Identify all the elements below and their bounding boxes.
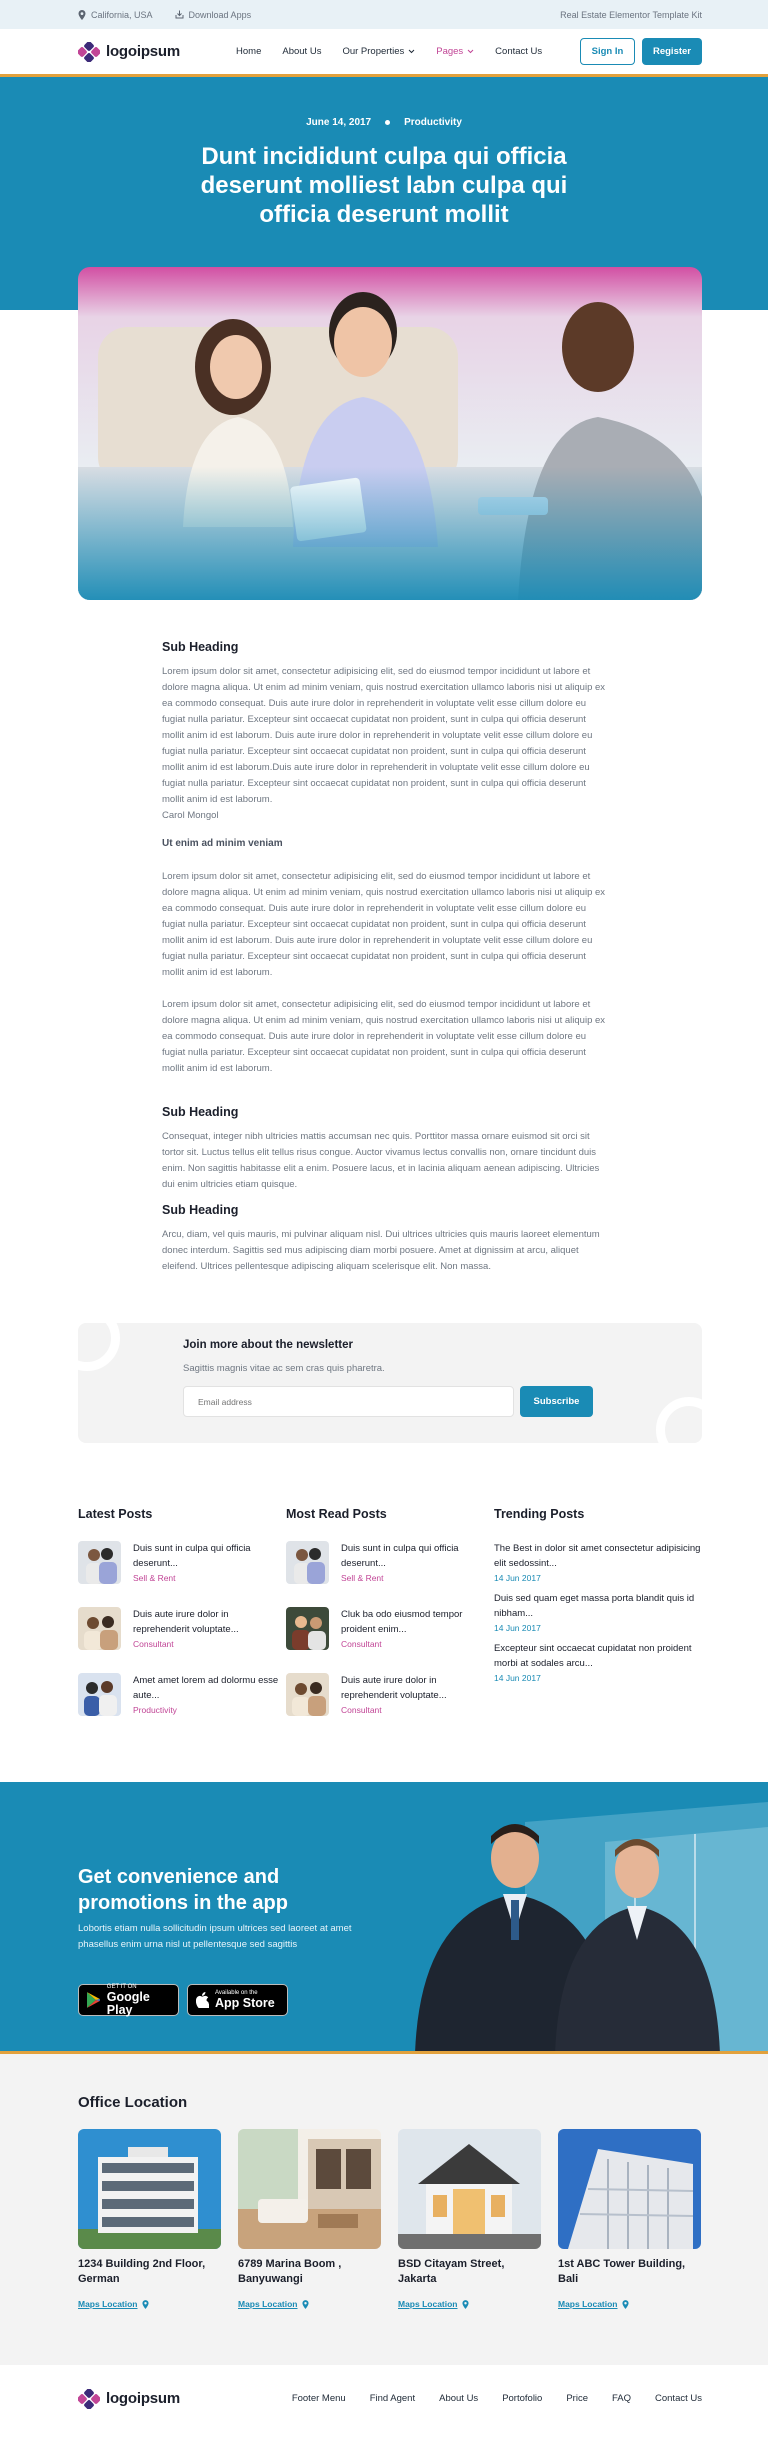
location-pin-icon (78, 10, 86, 20)
footer-faq-link[interactable]: FAQ (611, 2393, 631, 2404)
newsletter-subtitle: Sagittis magnis vitae ac sem cras quis pharetra. (183, 1363, 385, 1374)
list-item[interactable] (78, 1541, 286, 1607)
office-name: 1st ABC Tower Building, Bali (558, 2258, 686, 2285)
list-item[interactable] (286, 1541, 494, 1607)
list-item[interactable] (494, 1641, 702, 1691)
main-nav (236, 46, 542, 57)
post-title: The Best in dolor sit amet consectetur adipisicing elit sedossint... (494, 1543, 701, 1569)
post-category[interactable]: Productivity (404, 117, 462, 128)
article-paragraph-1: Lorem ipsum dolor sit amet, consectetur adipisicing elit, sed do eiusmod tempor incididunt ut labore et dolore magna aliqua. Ut enim ad minim veniam, quis nostrud exercitation ullamco laboris nisi ut aliquip ex ea commodo consequat. Duis aute irure dolor in reprehenderit in voluptate velit esse cillum dolore eu fugiat nulla pariatur. Excepteur sint occaecat cupidatat non proident, sunt in culpa qui officia deserunt mollit anim id est laborum. Duis aute irure dolor in reprehenderit in voluptate velit esse cillum dolore eu fugiat nulla pariatur. Excepteur sint occaecat cupidatat non proident, sunt in culpa qui officia deserunt mollit anim id est laborum.Duis aute irure dolor in reprehenderit in voluptate velit esse cillum dolore eu fugiat nulla pariatur. Excepteur sint occaecat cupidatat non proident, sunt in culpa qui officia deserunt mollit anim id est laborum. (162, 666, 606, 805)
download-apps-link[interactable] (175, 10, 252, 20)
post-thumbnail (286, 1541, 329, 1584)
latest-posts-column (78, 1507, 286, 1739)
download-icon (175, 10, 184, 19)
post-title: Excepteur sint occaecat cupidatat non proident morbi at sodales arcu... (494, 1643, 692, 1669)
article-subheading-2: Sub Heading (162, 1105, 239, 1119)
post-title: Duis sed quam eget massa porta blandit quis id nibham... (494, 1593, 695, 1619)
footer-about-us-link[interactable]: About Us (439, 2393, 479, 2404)
latest-posts-title: Latest Posts (78, 1507, 153, 1521)
template-kit-text: Real Estate Elementor Template Kit (560, 9, 702, 20)
footer-find-agent-link[interactable]: Find Agent (369, 2393, 416, 2404)
post-category: Productivity (133, 1705, 177, 1715)
nav-pages[interactable] (436, 46, 474, 57)
trending-posts-title: Trending Posts (494, 1507, 585, 1521)
chevron-down-icon (408, 49, 415, 54)
article-author: Carol Mongol (162, 810, 219, 821)
apple-icon (196, 1992, 209, 2008)
google-play-button[interactable] (78, 1984, 179, 2016)
footer-menu-link[interactable]: Footer Menu (291, 2393, 346, 2404)
list-item[interactable] (494, 1541, 702, 1591)
office-location-title: Office Location (78, 2094, 188, 2111)
location-pin-icon (462, 2300, 469, 2309)
office-location-section (0, 2054, 768, 2365)
post-thumbnail (78, 1541, 121, 1584)
location-text: California, USA (91, 9, 153, 20)
office-image (398, 2129, 541, 2249)
post-date: June 14, 2017 (306, 117, 372, 128)
nav-contact-us[interactable]: Contact Us (495, 46, 543, 57)
maps-location-text: Maps Location (398, 2299, 458, 2309)
chevron-down-icon (467, 49, 474, 54)
office-name: BSD Citayam Street, Jakarta (398, 2258, 505, 2285)
decor-circle (656, 1397, 702, 1443)
posts-section (78, 1507, 702, 1739)
app-store-big-text: App Store (215, 1996, 275, 2010)
trending-posts-column (494, 1507, 702, 1739)
app-store-small-text: Available on the (215, 1990, 258, 1996)
register-button[interactable]: Register (642, 38, 702, 65)
maps-location-link[interactable] (558, 2299, 701, 2309)
logo-icon (78, 2389, 100, 2409)
nav-our-properties[interactable] (342, 46, 415, 57)
post-category: Consultant (133, 1639, 174, 1649)
app-promo-text: Lobortis etiam nulla sollicitudin ipsum ultrices sed laoreet at amet phasellus enim urna nisl ut pellentesque sed sagittis (78, 1923, 352, 1950)
hero-image (78, 267, 702, 600)
download-apps-text: Download Apps (188, 9, 252, 20)
article-subheading-small: Ut enim ad minim veniam (162, 838, 283, 849)
meeting-photo-illustration (78, 267, 702, 600)
top-bar (0, 0, 768, 29)
post-title: Dunt incididunt culpa qui officia deserunt molliest labn culpa qui officia deserunt mollit (200, 143, 568, 228)
footer-logo[interactable] (78, 2389, 180, 2409)
maps-location-text: Maps Location (558, 2299, 618, 2309)
post-meta (0, 117, 768, 128)
app-promo-title: Get convenience and promotions in the app (78, 1866, 288, 1914)
logo-text: logoipsum (106, 43, 181, 60)
article-paragraph-4: Consequat, integer nibh ultricies mattis accumsan nec quis. Porttitor massa ornare euismod sit orci sit tortor sit. Luctus tellus elit tellus risus congue. Auctor vivamus lectus convallis non, ornare tincidunt duis enim. Non sagittis habitasse elit a enim. Posuere lacus, et in lacinia aliquam aenean adipiscing. Ultricies dui enim ultricies etiam quisque. (162, 1131, 600, 1190)
post-thumbnail (286, 1607, 329, 1650)
site-footer (0, 2365, 768, 2432)
office-image (558, 2129, 701, 2249)
post-title: Duis sunt in culpa qui officia deserunt... (133, 1543, 251, 1569)
post-category: Consultant (341, 1705, 382, 1715)
email-input[interactable] (183, 1386, 514, 1417)
office-card (78, 2129, 221, 2309)
subscribe-button[interactable]: Subscribe (520, 1386, 593, 1417)
post-category: Consultant (341, 1639, 382, 1649)
nav-pages-label: Pages (436, 46, 464, 57)
post-thumbnail (78, 1673, 121, 1716)
post-date: 14 Jun 2017 (494, 1673, 541, 1683)
post-title: Amet amet lorem ad dolormu esse aute... (133, 1675, 279, 1701)
post-title: Cluk ba odo eiusmod tempor proident enim... (341, 1609, 463, 1635)
article-subheading-1: Sub Heading (162, 640, 239, 654)
nav-about-us[interactable]: About Us (282, 46, 322, 57)
maps-location-text: Maps Location (238, 2299, 298, 2309)
maps-location-link[interactable] (238, 2299, 381, 2309)
office-image (238, 2129, 381, 2249)
google-play-small-text: GET IT ON (106, 1983, 137, 1990)
nav-home[interactable]: Home (236, 46, 262, 57)
office-name: 1234 Building 2nd Floor, German (78, 2258, 206, 2285)
google-play-big-text: Google Play (106, 1989, 150, 2017)
office-card (558, 2129, 701, 2309)
most-read-posts-column (286, 1507, 494, 1739)
google-play-icon (87, 1992, 101, 2008)
post-thumbnail (78, 1607, 121, 1650)
app-store-button[interactable] (187, 1984, 288, 2016)
article-paragraph-2: Lorem ipsum dolor sit amet, consectetur adipisicing elit, sed do eiusmod tempor incididunt ut labore et dolore magna aliqua. Ut enim ad minim veniam, quis nostrud exercitation ullamco laboris nisi ut aliquip ex ea commodo consequat. Duis aute irure dolor in reprehenderit in voluptate velit esse cillum dolore eu fugiat nulla pariatur. Excepteur sint occaecat cupidatat non proident, sunt in culpa qui officia deserunt mollit anim id est laborum. Duis aute irure dolor in reprehenderit in voluptate velit esse cillum dolore eu fugiat nulla pariatur. Excepteur sint occaecat cupidatat non proident, sunt in culpa qui officia deserunt mollit anim id est laborum. (162, 871, 606, 978)
office-name: 6789 Marina Boom , Banyuwangi (238, 2258, 342, 2285)
location-pin-icon (302, 2300, 309, 2309)
site-header (0, 29, 768, 77)
post-title: Duis aute irure dolor in reprehenderit voluptate... (341, 1675, 447, 1701)
list-item[interactable] (78, 1673, 286, 1739)
newsletter-title: Join more about the newsletter (183, 1339, 353, 1351)
post-title: Duis aute irure dolor in reprehenderit voluptate... (133, 1609, 239, 1635)
logo-icon (78, 42, 100, 62)
meta-separator (385, 120, 390, 125)
list-item[interactable] (286, 1607, 494, 1673)
most-read-posts-title: Most Read Posts (286, 1507, 387, 1521)
decor-circle (78, 1323, 120, 1371)
newsletter-box (78, 1323, 702, 1443)
post-category: Sell & Rent (133, 1573, 176, 1583)
sign-in-button[interactable]: Sign In (580, 38, 635, 65)
location-info (78, 10, 153, 20)
nav-our-properties-label: Our Properties (342, 46, 405, 57)
agents-illustration (405, 1782, 768, 2054)
location-pin-icon (142, 2300, 149, 2309)
office-card (398, 2129, 541, 2309)
list-item[interactable] (286, 1673, 494, 1739)
list-item[interactable] (78, 1607, 286, 1673)
site-logo[interactable] (78, 42, 180, 62)
post-date: 14 Jun 2017 (494, 1623, 541, 1633)
list-item[interactable] (494, 1591, 702, 1641)
footer-portofolio-link[interactable]: Portofolio (502, 2393, 543, 2404)
app-promo-section (0, 1782, 768, 2054)
logo-text: logoipsum (106, 2390, 181, 2407)
article-subheading-3: Sub Heading (162, 1203, 239, 1217)
maps-location-link[interactable] (78, 2299, 221, 2309)
location-pin-icon (622, 2300, 629, 2309)
post-thumbnail (286, 1673, 329, 1716)
footer-nav (292, 2393, 702, 2404)
post-title: Duis sunt in culpa qui officia deserunt... (341, 1543, 459, 1569)
office-image (78, 2129, 221, 2249)
office-card (238, 2129, 381, 2309)
post-category: Sell & Rent (341, 1573, 384, 1583)
article-paragraph-5: Arcu, diam, vel quis mauris, mi pulvinar aliquam nisl. Dui ultrices ultricies quis mauris laoreet elementum donec interdum. Sagittis sed mus adipiscing diam morbi posuere. Amet at dignissim at arcu, aliquet eleifend. Ultrices pellentesque adipiscing aliquam scelerisque elit. Non massa. (162, 1229, 600, 1272)
footer-contact-us-link[interactable]: Contact Us (655, 2393, 702, 2404)
post-date: 14 Jun 2017 (494, 1573, 541, 1583)
maps-location-text: Maps Location (78, 2299, 138, 2309)
article-paragraph-3: Lorem ipsum dolor sit amet, consectetur adipisicing elit, sed do eiusmod tempor incididunt ut labore et dolore magna aliqua. Ut enim ad minim veniam, quis nostrud exercitation ullamco laboris nisi ut aliquip ex ea commodo consequat. Duis aute irure dolor in reprehenderit in voluptate velit esse cillum dolore eu fugiat nulla pariatur. Excepteur sint occaecat cupidatat non proident, sunt in culpa qui officia deserunt mollit anim id est laborum. (162, 999, 606, 1074)
footer-price-link[interactable]: Price (566, 2393, 588, 2404)
maps-location-link[interactable] (398, 2299, 541, 2309)
